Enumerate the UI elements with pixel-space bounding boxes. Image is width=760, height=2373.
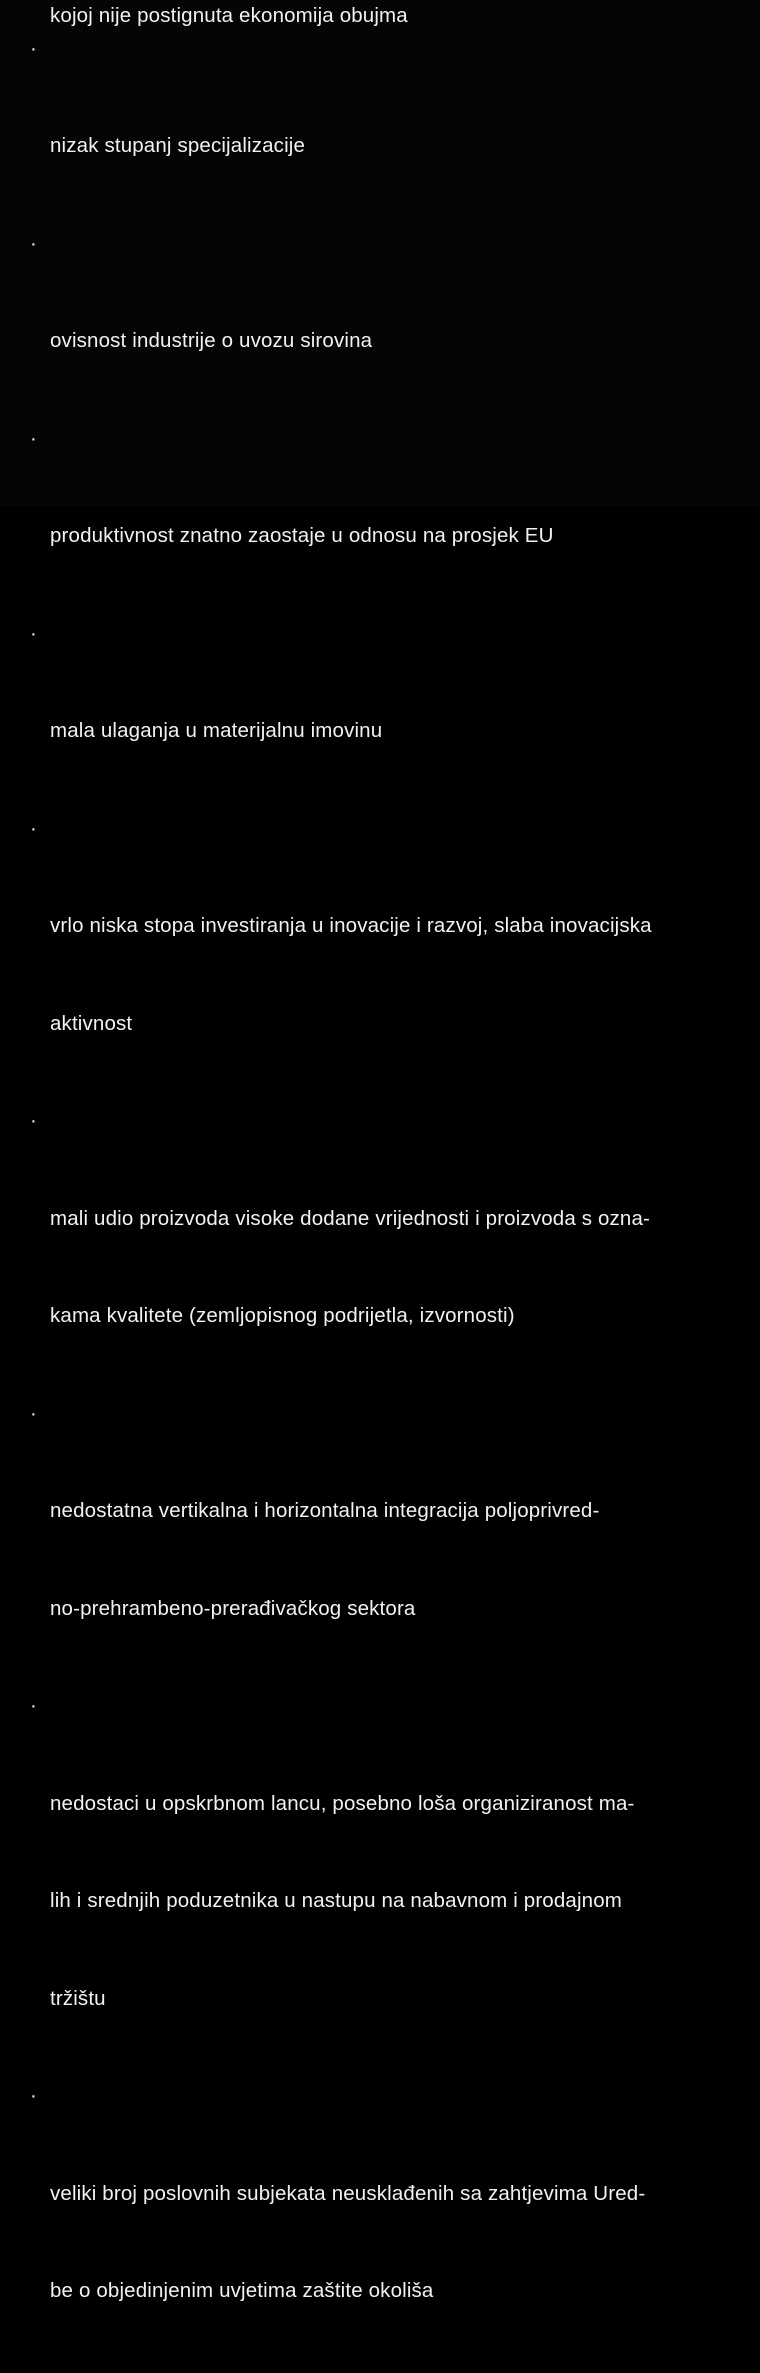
list-item-line: vrlo niska stopa investiranja u inovacije i razvoj, slaba inovacijska bbox=[50, 914, 652, 937]
list-item-line: kama kvalitete (zemljopisnog podrijetla, izvornosti) bbox=[50, 1304, 515, 1327]
list-item-line: mali udio proizvoda visoke dodane vrijednosti i proizvoda s ozna- bbox=[50, 1206, 651, 1230]
list-item bbox=[28, 423, 732, 618]
bullet-marker: · bbox=[30, 2084, 37, 2107]
list-item-line: ovisnost industrije o uvozu sirovina bbox=[50, 329, 373, 352]
list-item bbox=[28, 33, 732, 228]
bullet-marker: · bbox=[30, 426, 37, 450]
list-item-line: tržištu bbox=[50, 1986, 106, 2010]
continuation-line: kojoj nije postignuta ekonomija obujma bbox=[50, 4, 408, 27]
bullet-marker: · bbox=[30, 1401, 37, 1425]
list-item-line: nedostaci u opskrbnom lancu, posebno loša organiziranost ma- bbox=[50, 1791, 635, 1815]
bullet-marker: · bbox=[30, 1694, 37, 1717]
list-item-line: nedostatna vertikalna i horizontalna integracija poljoprivred- bbox=[50, 1499, 600, 1522]
list-item-line: mala ulaganja u materijalnu imovinu bbox=[50, 719, 383, 742]
list-item bbox=[28, 618, 732, 813]
bullet-marker: · bbox=[30, 621, 37, 645]
list-item-line: be o objedinjenim uvjetima zaštite okoliša bbox=[50, 2279, 434, 2302]
list-item bbox=[28, 1105, 732, 1398]
list-item-line: veliki broj poslovnih subjekata neusklađenih sa zahtjevima Ured- bbox=[50, 2181, 646, 2205]
bullet-list bbox=[28, 33, 732, 2373]
list-item-line: no-prehrambeno-prerađivačkog sektora bbox=[50, 1596, 416, 1620]
list-item bbox=[28, 2080, 732, 2373]
list-item bbox=[28, 1398, 732, 1691]
list-item bbox=[28, 813, 732, 1106]
bullet-marker: · bbox=[30, 1109, 37, 1132]
list-item-line: produktivnost znatno zaostaje u odnosu na prosjek EU bbox=[50, 524, 554, 547]
list-item bbox=[28, 1690, 732, 2080]
bullet-marker: · bbox=[30, 36, 37, 60]
bullet-marker: · bbox=[30, 231, 37, 255]
list-item-line: nizak stupanj specijalizacije bbox=[50, 134, 306, 157]
bullet-marker: · bbox=[30, 816, 37, 840]
list-item-line: aktivnost bbox=[50, 1011, 133, 1035]
list-item bbox=[28, 228, 732, 423]
list-item-line: lih i srednjih poduzetnika u nastupu na nabavnom i prodajnom bbox=[50, 1889, 622, 1912]
